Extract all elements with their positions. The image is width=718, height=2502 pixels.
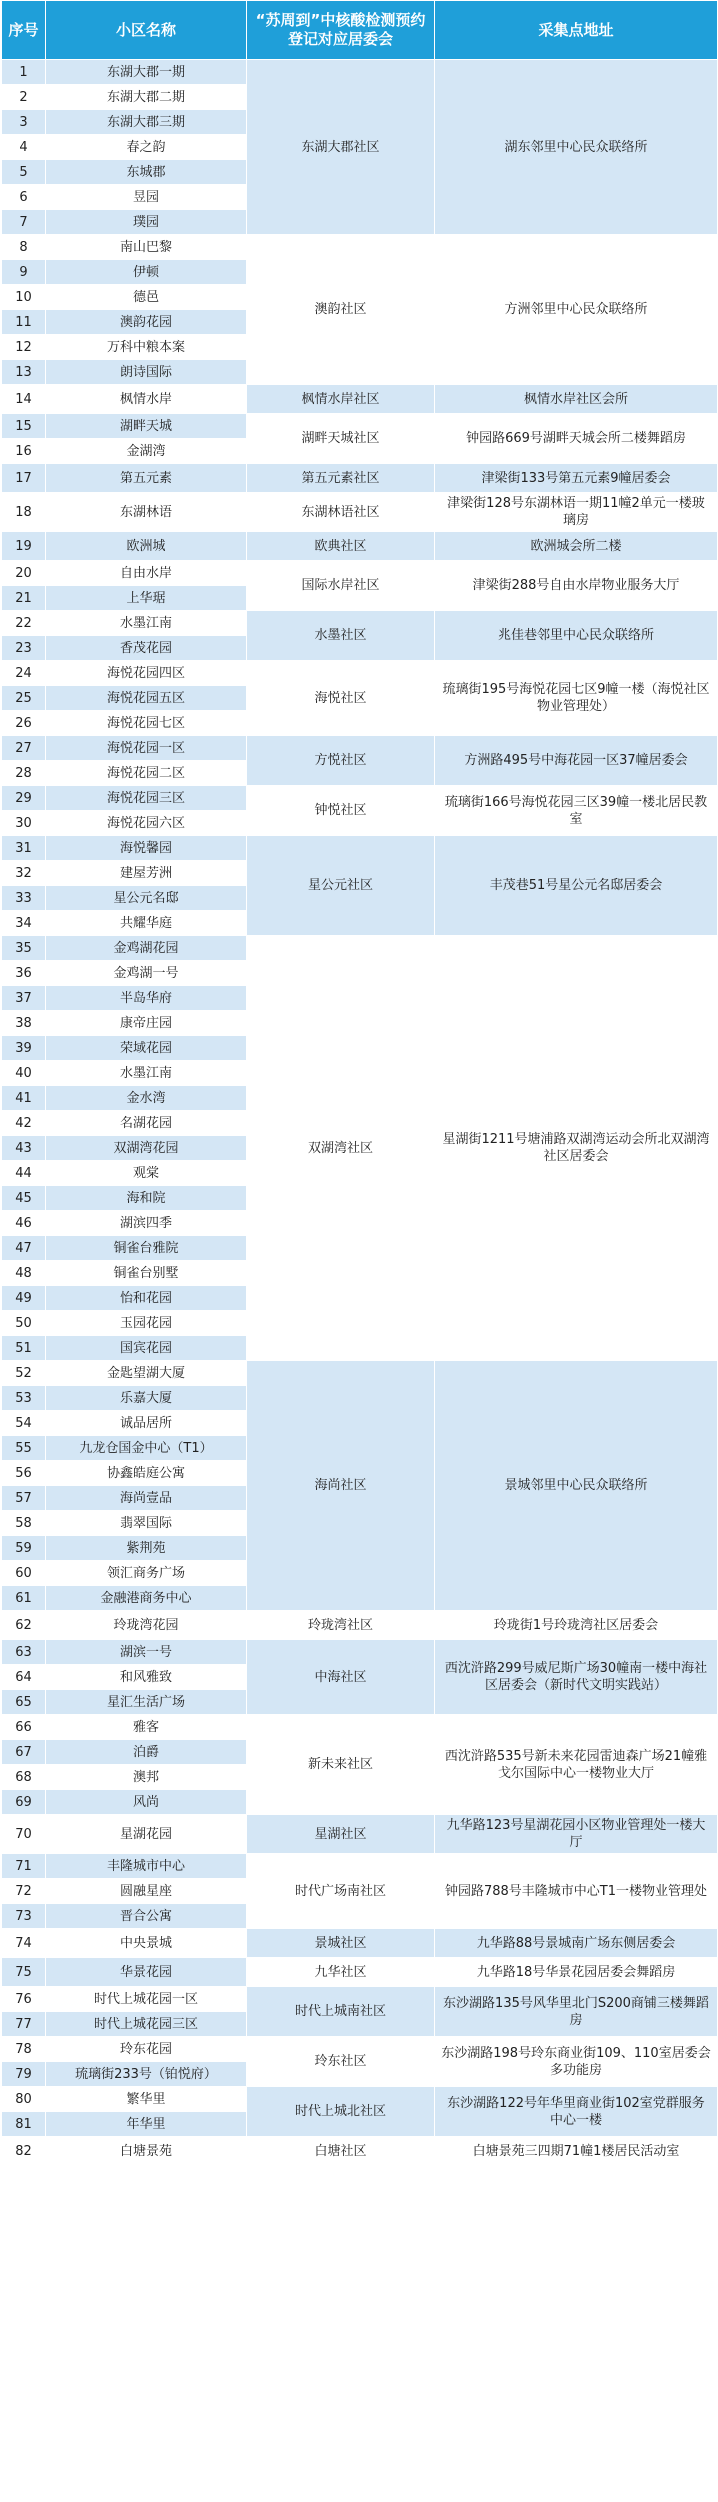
residential-name: 泊爵	[46, 1740, 247, 1765]
collection-site-address: 星湖街1211号塘浦路双湖湾运动会所北双湖湾社区居委会	[435, 936, 718, 1361]
community-name: 双湖湾社区	[247, 936, 435, 1361]
table-row	[2, 1361, 718, 1386]
residential-name: 东湖林语	[46, 493, 247, 532]
residential-name: 丰隆城市中心	[46, 1854, 247, 1879]
row-number: 9	[2, 260, 46, 285]
community-name: 玲东社区	[247, 2037, 435, 2087]
table-row	[2, 661, 718, 686]
community-name: 湖畔天城社区	[247, 414, 435, 464]
row-number: 62	[2, 1611, 46, 1640]
row-number: 32	[2, 861, 46, 886]
community-name: 九华社区	[247, 1958, 435, 1987]
collection-site-address: 钟园路788号丰隆城市中心T1一楼物业管理处	[435, 1854, 718, 1929]
table-row	[2, 385, 718, 414]
residential-name: 年华里	[46, 2112, 247, 2137]
table-body	[2, 60, 718, 2166]
row-number: 33	[2, 886, 46, 911]
residential-name: 金水湾	[46, 1086, 247, 1111]
header-no: 序号	[2, 1, 46, 60]
residential-name: 铜雀台别墅	[46, 1261, 247, 1286]
table-row	[2, 1611, 718, 1640]
table-row	[2, 414, 718, 439]
row-number: 41	[2, 1086, 46, 1111]
row-number: 66	[2, 1715, 46, 1740]
residential-name: 共耀华庭	[46, 911, 247, 936]
residential-name: 朗诗国际	[46, 360, 247, 385]
community-name: 海悦社区	[247, 661, 435, 736]
residential-name: 双湖湾花园	[46, 1136, 247, 1161]
collection-site-address: 丰茂巷51号星公元名邸居委会	[435, 836, 718, 936]
row-number: 34	[2, 911, 46, 936]
table-row	[2, 2037, 718, 2062]
community-name: 海尚社区	[247, 1361, 435, 1611]
residential-name: 星汇生活广场	[46, 1690, 247, 1715]
residential-name: 香茂花园	[46, 636, 247, 661]
residential-name: 名湖花园	[46, 1111, 247, 1136]
row-number: 25	[2, 686, 46, 711]
community-name: 星湖社区	[247, 1815, 435, 1854]
community-name: 时代上城北社区	[247, 2087, 435, 2137]
residential-name: 琉璃街233号（铂悦府）	[46, 2062, 247, 2087]
residential-name: 雅客	[46, 1715, 247, 1740]
row-number: 46	[2, 1211, 46, 1236]
residential-name: 星公元名邸	[46, 886, 247, 911]
row-number: 74	[2, 1929, 46, 1958]
collection-site-address: 钟园路669号湖畔天城会所二楼舞蹈房	[435, 414, 718, 464]
residential-name: 观棠	[46, 1161, 247, 1186]
row-number: 37	[2, 986, 46, 1011]
row-number: 28	[2, 761, 46, 786]
row-number: 60	[2, 1561, 46, 1586]
residential-name: 玲珑湾花园	[46, 1611, 247, 1640]
residential-name: 九龙仓国金中心（T1）	[46, 1436, 247, 1461]
row-number: 35	[2, 936, 46, 961]
collection-site-address: 九华路18号华景花园居委会舞蹈房	[435, 1958, 718, 1987]
row-number: 47	[2, 1236, 46, 1261]
residential-name: 中央景城	[46, 1929, 247, 1958]
row-number: 56	[2, 1461, 46, 1486]
table-row	[2, 1715, 718, 1740]
nucleic-test-site-table	[1, 0, 718, 2166]
row-number: 16	[2, 439, 46, 464]
row-number: 24	[2, 661, 46, 686]
residential-name: 玲东花园	[46, 2037, 247, 2062]
residential-name: 风尚	[46, 1790, 247, 1815]
row-number: 75	[2, 1958, 46, 1987]
collection-site-address: 欧洲城会所二楼	[435, 532, 718, 561]
row-number: 64	[2, 1665, 46, 1690]
header-name: 小区名称	[46, 1, 247, 60]
row-number: 4	[2, 135, 46, 160]
table-row	[2, 936, 718, 961]
row-number: 1	[2, 60, 46, 85]
residential-name: 紫荆苑	[46, 1536, 247, 1561]
residential-name: 时代上城花园三区	[46, 2012, 247, 2037]
collection-site-address: 兆佳巷邻里中心民众联络所	[435, 611, 718, 661]
row-number: 54	[2, 1411, 46, 1436]
residential-name: 康帝庄园	[46, 1011, 247, 1036]
row-number: 49	[2, 1286, 46, 1311]
residential-name: 海悦花园一区	[46, 736, 247, 761]
collection-site-address: 白塘景苑三四期71幢1楼居民活动室	[435, 2137, 718, 2166]
row-number: 45	[2, 1186, 46, 1211]
header-community: “苏周到”中核酸检测预约登记对应居委会	[247, 1, 435, 60]
table-row	[2, 2137, 718, 2166]
row-number: 50	[2, 1311, 46, 1336]
row-number: 77	[2, 2012, 46, 2037]
residential-name: 玉园花园	[46, 1311, 247, 1336]
row-number: 67	[2, 1740, 46, 1765]
table-row	[2, 493, 718, 532]
residential-name: 海悦花园七区	[46, 711, 247, 736]
row-number: 79	[2, 2062, 46, 2087]
collection-site-address: 玲珑街1号玲珑湾社区居委会	[435, 1611, 718, 1640]
community-name: 中海社区	[247, 1640, 435, 1715]
table-row	[2, 532, 718, 561]
table-row	[2, 1929, 718, 1958]
residential-name: 东湖大郡一期	[46, 60, 247, 85]
table-row	[2, 1854, 718, 1879]
residential-name: 领汇商务广场	[46, 1561, 247, 1586]
row-number: 59	[2, 1536, 46, 1561]
header-address: 采集点地址	[435, 1, 718, 60]
row-number: 29	[2, 786, 46, 811]
table-row	[2, 1815, 718, 1854]
table-row	[2, 235, 718, 260]
collection-site-address: 西沈浒路299号威尼斯广场30幢南一楼中海社区居委会（新时代文明实践站）	[435, 1640, 718, 1715]
row-number: 18	[2, 493, 46, 532]
community-name: 东湖大郡社区	[247, 60, 435, 235]
community-name: 东湖林语社区	[247, 493, 435, 532]
collection-site-address: 西沈浒路535号新未来花园雷迪森广场21幢雅戈尔国际中心一楼物业大厅	[435, 1715, 718, 1815]
residential-name: 澳韵花园	[46, 310, 247, 335]
row-number: 44	[2, 1161, 46, 1186]
collection-site-address: 枫情水岸社区会所	[435, 385, 718, 414]
row-number: 73	[2, 1904, 46, 1929]
residential-name: 水墨江南	[46, 1061, 247, 1086]
table-header-row	[2, 1, 718, 60]
residential-name: 湖滨一号	[46, 1640, 247, 1665]
row-number: 19	[2, 532, 46, 561]
row-number: 65	[2, 1690, 46, 1715]
row-number: 2	[2, 85, 46, 110]
residential-name: 星湖花园	[46, 1815, 247, 1854]
residential-name: 铜雀台雅院	[46, 1236, 247, 1261]
residential-name: 时代上城花园一区	[46, 1987, 247, 2012]
residential-name: 海悦馨园	[46, 836, 247, 861]
row-number: 57	[2, 1486, 46, 1511]
table-row	[2, 836, 718, 861]
row-number: 51	[2, 1336, 46, 1361]
residential-name: 和风雅致	[46, 1665, 247, 1690]
table-row	[2, 736, 718, 761]
residential-name: 乐嘉大厦	[46, 1386, 247, 1411]
residential-name: 海悦花园二区	[46, 761, 247, 786]
residential-name: 水墨江南	[46, 611, 247, 636]
row-number: 38	[2, 1011, 46, 1036]
residential-name: 海悦花园三区	[46, 786, 247, 811]
residential-name: 诚品居所	[46, 1411, 247, 1436]
residential-name: 东湖大郡二期	[46, 85, 247, 110]
community-name: 钟悦社区	[247, 786, 435, 836]
residential-name: 湖畔天城	[46, 414, 247, 439]
collection-site-address: 琉璃街195号海悦花园七区9幢一楼（海悦社区物业管理处）	[435, 661, 718, 736]
community-name: 方悦社区	[247, 736, 435, 786]
row-number: 15	[2, 414, 46, 439]
row-number: 8	[2, 235, 46, 260]
row-number: 80	[2, 2087, 46, 2112]
community-name: 澳韵社区	[247, 235, 435, 385]
community-name: 星公元社区	[247, 836, 435, 936]
residential-name: 建屋芳洲	[46, 861, 247, 886]
residential-name: 荣域花园	[46, 1036, 247, 1061]
row-number: 3	[2, 110, 46, 135]
row-number: 76	[2, 1987, 46, 2012]
collection-site-address: 方洲邻里中心民众联络所	[435, 235, 718, 385]
residential-name: 怡和花园	[46, 1286, 247, 1311]
collection-site-address: 东沙湖路135号风华里北门S200商铺三楼舞蹈房	[435, 1987, 718, 2037]
residential-name: 金鸡湖一号	[46, 961, 247, 986]
row-number: 58	[2, 1511, 46, 1536]
residential-name: 第五元素	[46, 464, 247, 493]
collection-site-address: 九华路123号星湖花园小区物业管理处一楼大厅	[435, 1815, 718, 1854]
residential-name: 翡翠国际	[46, 1511, 247, 1536]
residential-name: 欧洲城	[46, 532, 247, 561]
collection-site-address: 景城邻里中心民众联络所	[435, 1361, 718, 1611]
row-number: 39	[2, 1036, 46, 1061]
table-row	[2, 1987, 718, 2012]
residential-name: 伊顿	[46, 260, 247, 285]
community-name: 白塘社区	[247, 2137, 435, 2166]
row-number: 68	[2, 1765, 46, 1790]
table-row	[2, 786, 718, 811]
community-name: 国际水岸社区	[247, 561, 435, 611]
residential-name: 金湖湾	[46, 439, 247, 464]
row-number: 20	[2, 561, 46, 586]
row-number: 6	[2, 185, 46, 210]
row-number: 12	[2, 335, 46, 360]
residential-name: 晋合公寓	[46, 1904, 247, 1929]
community-name: 时代上城南社区	[247, 1987, 435, 2037]
residential-name: 海悦花园四区	[46, 661, 247, 686]
row-number: 69	[2, 1790, 46, 1815]
community-name: 欧典社区	[247, 532, 435, 561]
row-number: 30	[2, 811, 46, 836]
row-number: 31	[2, 836, 46, 861]
residential-name: 华景花园	[46, 1958, 247, 1987]
row-number: 70	[2, 1815, 46, 1854]
row-number: 17	[2, 464, 46, 493]
collection-site-address: 方洲路495号中海花园一区37幢居委会	[435, 736, 718, 786]
row-number: 11	[2, 310, 46, 335]
row-number: 27	[2, 736, 46, 761]
row-number: 72	[2, 1879, 46, 1904]
row-number: 81	[2, 2112, 46, 2137]
residential-name: 金鸡湖花园	[46, 936, 247, 961]
row-number: 55	[2, 1436, 46, 1461]
table-row	[2, 2087, 718, 2112]
row-number: 13	[2, 360, 46, 385]
residential-name: 枫情水岸	[46, 385, 247, 414]
community-name: 时代广场南社区	[247, 1854, 435, 1929]
row-number: 5	[2, 160, 46, 185]
row-number: 82	[2, 2137, 46, 2166]
table-row	[2, 1958, 718, 1987]
row-number: 53	[2, 1386, 46, 1411]
residential-name: 上华琚	[46, 586, 247, 611]
community-name: 水墨社区	[247, 611, 435, 661]
table-row	[2, 561, 718, 586]
table-row	[2, 1640, 718, 1665]
collection-site-address: 琉璃街166号海悦花园三区39幢一楼北居民教室	[435, 786, 718, 836]
row-number: 23	[2, 636, 46, 661]
row-number: 7	[2, 210, 46, 235]
residential-name: 白塘景苑	[46, 2137, 247, 2166]
community-name: 枫情水岸社区	[247, 385, 435, 414]
community-name: 新未来社区	[247, 1715, 435, 1815]
row-number: 10	[2, 285, 46, 310]
collection-site-address: 东沙湖路122号年华里商业街102室党群服务中心一楼	[435, 2087, 718, 2137]
row-number: 61	[2, 1586, 46, 1611]
collection-site-address: 九华路88号景城南广场东侧居委会	[435, 1929, 718, 1958]
residential-name: 璞园	[46, 210, 247, 235]
residential-name: 春之韵	[46, 135, 247, 160]
collection-site-address: 东沙湖路198号玲东商业街109、110室居委会多功能房	[435, 2037, 718, 2087]
table-row	[2, 60, 718, 85]
row-number: 48	[2, 1261, 46, 1286]
collection-site-address: 湖东邻里中心民众联络所	[435, 60, 718, 235]
table-row	[2, 464, 718, 493]
row-number: 36	[2, 961, 46, 986]
row-number: 21	[2, 586, 46, 611]
collection-site-address: 津梁街128号东湖林语一期11幢2单元一楼玻璃房	[435, 493, 718, 532]
residential-name: 海悦花园六区	[46, 811, 247, 836]
community-name: 第五元素社区	[247, 464, 435, 493]
residential-name: 海和院	[46, 1186, 247, 1211]
residential-name: 自由水岸	[46, 561, 247, 586]
row-number: 22	[2, 611, 46, 636]
residential-name: 万科中粮本案	[46, 335, 247, 360]
collection-site-address: 津梁街133号第五元素9幢居委会	[435, 464, 718, 493]
residential-name: 金匙望湖大厦	[46, 1361, 247, 1386]
community-name: 景城社区	[247, 1929, 435, 1958]
residential-name: 澳邦	[46, 1765, 247, 1790]
row-number: 40	[2, 1061, 46, 1086]
row-number: 14	[2, 385, 46, 414]
residential-name: 海尚壹品	[46, 1486, 247, 1511]
residential-name: 海悦花园五区	[46, 686, 247, 711]
residential-name: 金融港商务中心	[46, 1586, 247, 1611]
community-name: 玲珑湾社区	[247, 1611, 435, 1640]
residential-name: 协鑫皓庭公寓	[46, 1461, 247, 1486]
residential-name: 东湖大郡三期	[46, 110, 247, 135]
row-number: 52	[2, 1361, 46, 1386]
residential-name: 东城郡	[46, 160, 247, 185]
residential-name: 德邑	[46, 285, 247, 310]
row-number: 71	[2, 1854, 46, 1879]
row-number: 43	[2, 1136, 46, 1161]
row-number: 26	[2, 711, 46, 736]
residential-name: 昱园	[46, 185, 247, 210]
row-number: 78	[2, 2037, 46, 2062]
residential-name: 半岛华府	[46, 986, 247, 1011]
residential-name: 湖滨四季	[46, 1211, 247, 1236]
row-number: 63	[2, 1640, 46, 1665]
table-row	[2, 611, 718, 636]
residential-name: 国宾花园	[46, 1336, 247, 1361]
residential-name: 圆融星座	[46, 1879, 247, 1904]
collection-site-address: 津梁街288号自由水岸物业服务大厅	[435, 561, 718, 611]
residential-name: 繁华里	[46, 2087, 247, 2112]
residential-name: 南山巴黎	[46, 235, 247, 260]
row-number: 42	[2, 1111, 46, 1136]
